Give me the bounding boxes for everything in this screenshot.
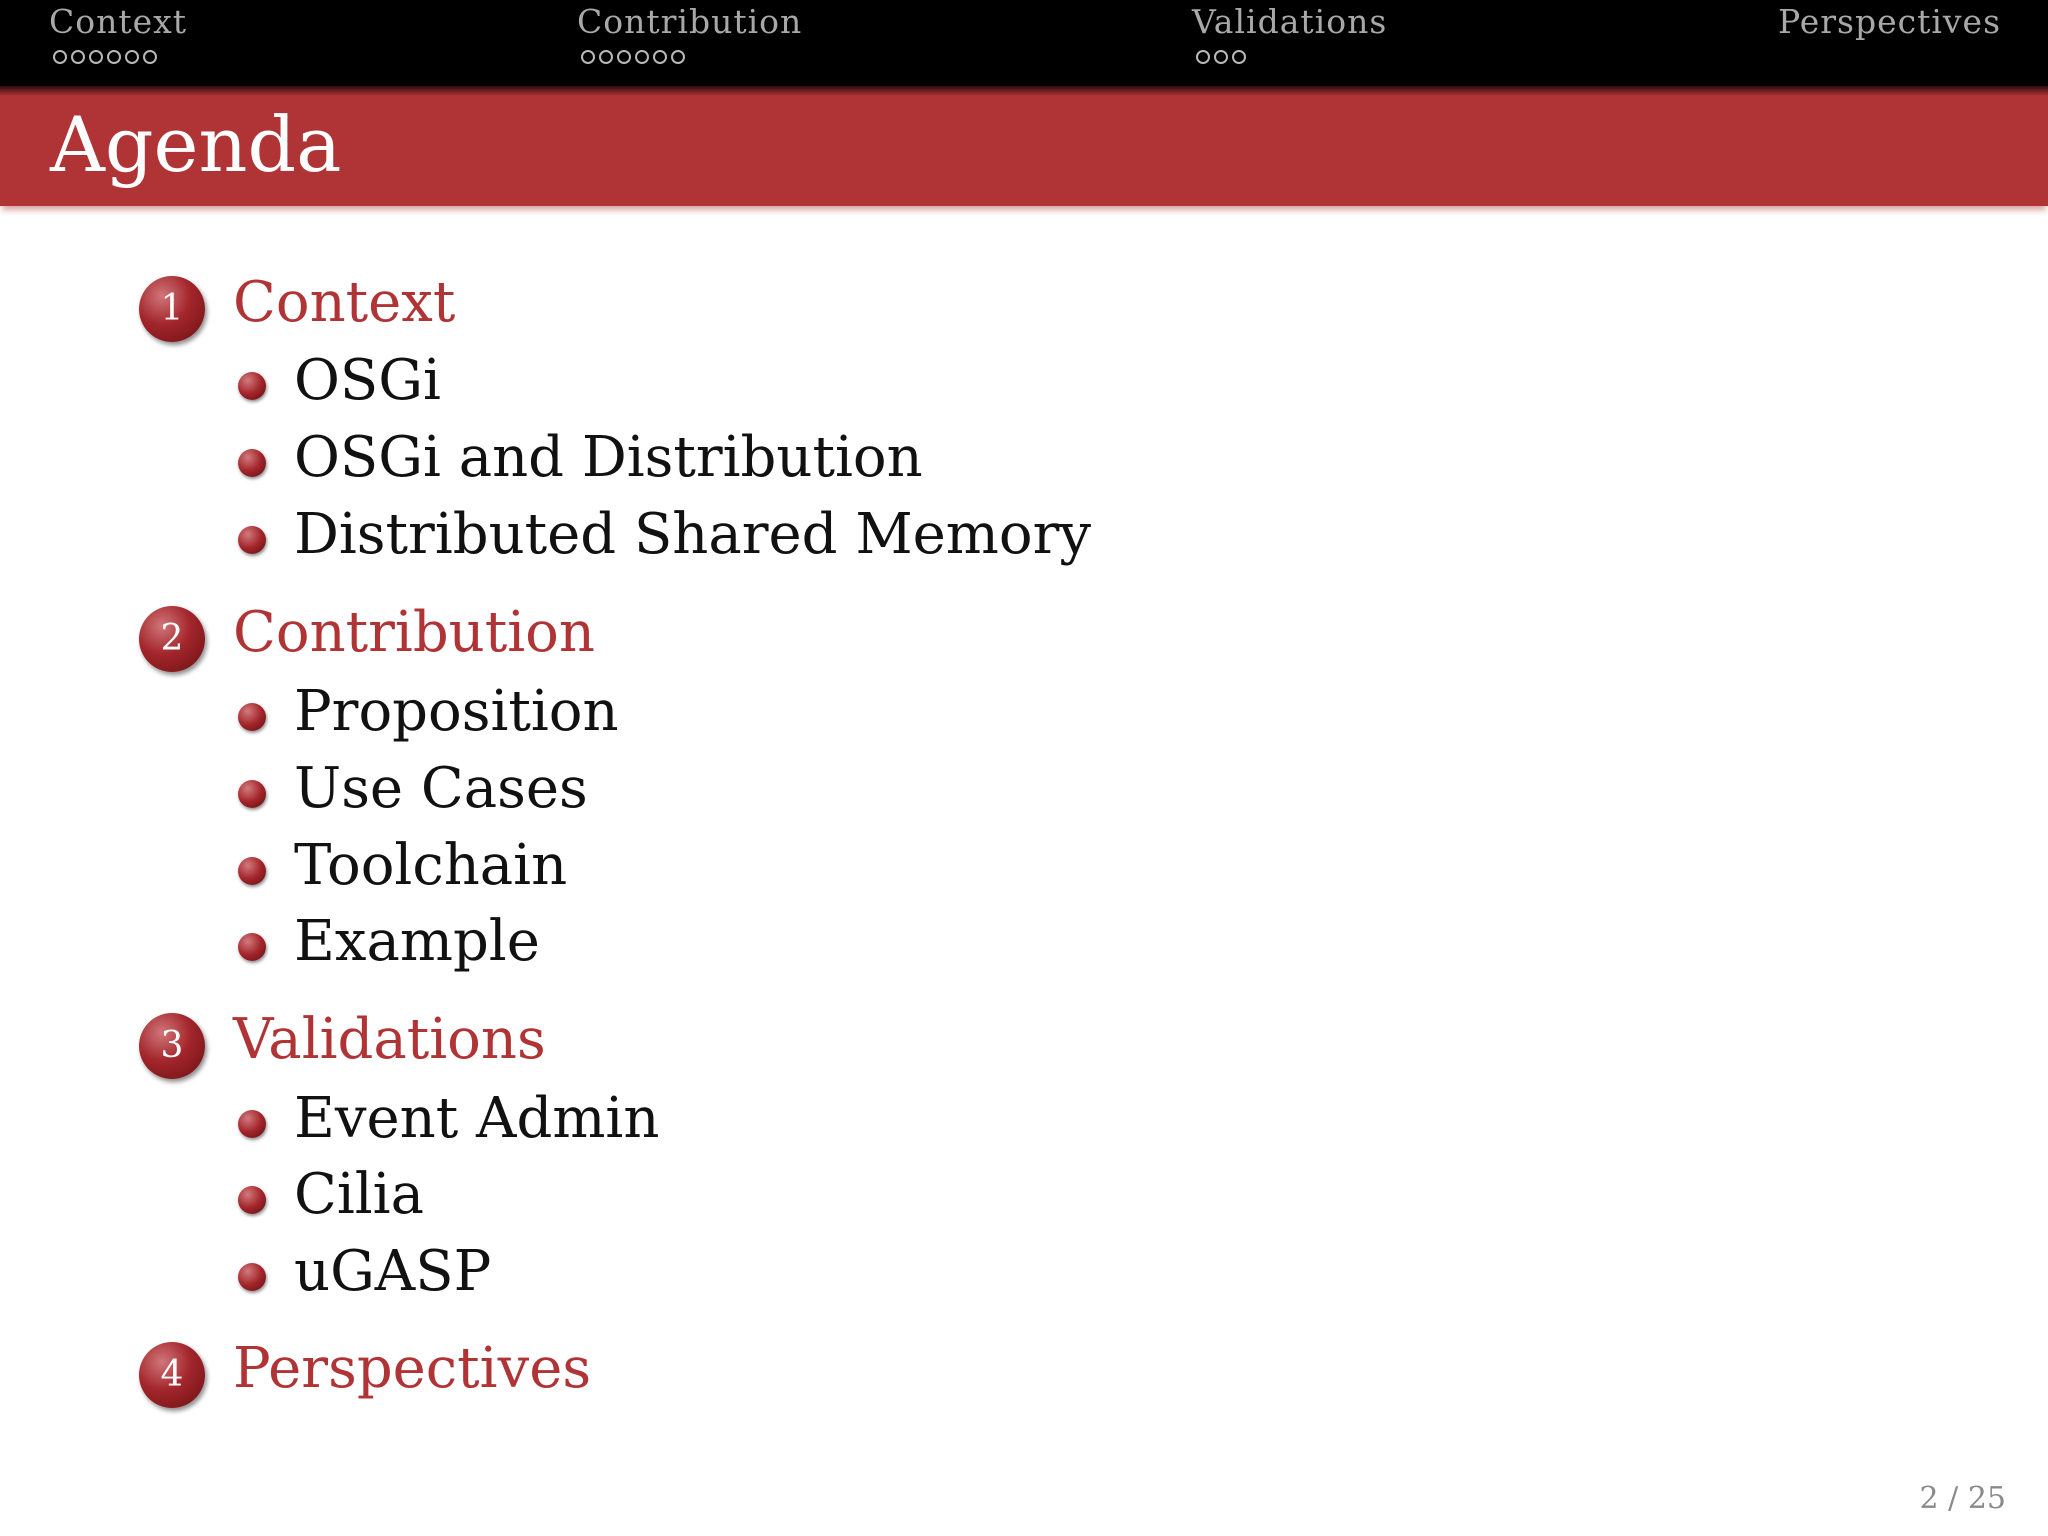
nav-slide-dot[interactable] xyxy=(635,50,649,64)
agenda-item-label[interactable]: uGASP xyxy=(294,1239,492,1304)
agenda-section-label[interactable]: Validations xyxy=(233,1007,546,1072)
agenda-item-label[interactable]: Use Cases xyxy=(294,756,588,821)
nav-slide-dot[interactable] xyxy=(1196,50,1210,64)
nav-slide-dot[interactable] xyxy=(89,50,103,64)
title-bar-shadow xyxy=(0,86,2048,96)
bullet-icon xyxy=(238,449,266,477)
agenda-item-label[interactable]: Cilia xyxy=(294,1162,424,1227)
bullet-icon xyxy=(238,526,266,554)
section-number-badge: 1 xyxy=(139,276,205,342)
nav-section-contribution-label[interactable]: Contribution xyxy=(577,2,803,41)
section-number-badge: 4 xyxy=(139,1342,205,1408)
nav-slide-dot[interactable] xyxy=(53,50,67,64)
page-number: 2 / 25 xyxy=(1919,1481,2006,1516)
nav-slide-dot[interactable] xyxy=(1214,50,1228,64)
bullet-icon xyxy=(238,857,266,885)
nav-slide-dot[interactable] xyxy=(599,50,613,64)
bullet-icon xyxy=(238,1110,266,1138)
title-bar xyxy=(0,86,2048,206)
nav-slide-dot[interactable] xyxy=(617,50,631,64)
agenda-section-label[interactable]: Contribution xyxy=(233,600,595,665)
nav-slide-dot[interactable] xyxy=(143,50,157,64)
nav-section-perspectives-label[interactable]: Perspectives xyxy=(1778,2,2002,41)
nav-section-contribution-slides xyxy=(581,50,685,64)
section-number-badge: 3 xyxy=(139,1013,205,1079)
nav-section-validations-slides xyxy=(1196,50,1246,64)
bullet-icon xyxy=(238,1186,266,1214)
bullet-icon xyxy=(238,372,266,400)
agenda-item-label[interactable]: Example xyxy=(294,909,540,974)
slide-title: Agenda xyxy=(50,100,342,189)
nav-slide-dot[interactable] xyxy=(671,50,685,64)
agenda-item-label[interactable]: Proposition xyxy=(294,679,619,744)
section-number-badge: 2 xyxy=(139,606,205,672)
nav-section-context-label[interactable]: Context xyxy=(49,2,188,41)
nav-slide-dot[interactable] xyxy=(1232,50,1246,64)
agenda-section-label[interactable]: Perspectives xyxy=(233,1336,592,1401)
bullet-icon xyxy=(238,933,266,961)
nav-section-context-slides xyxy=(53,50,157,64)
nav-slide-dot[interactable] xyxy=(653,50,667,64)
nav-slide-dot[interactable] xyxy=(581,50,595,64)
agenda-item-label[interactable]: Toolchain xyxy=(294,833,568,898)
agenda-item-label[interactable]: OSGi and Distribution xyxy=(294,425,923,490)
nav-slide-dot[interactable] xyxy=(107,50,121,64)
agenda-item-label[interactable]: Event Admin xyxy=(294,1086,660,1151)
nav-section-validations-label[interactable]: Validations xyxy=(1192,2,1388,41)
agenda-item-label[interactable]: Distributed Shared Memory xyxy=(294,502,1092,567)
bullet-icon xyxy=(238,703,266,731)
section-navigation-bar xyxy=(0,0,2048,86)
agenda-section-label[interactable]: Context xyxy=(233,270,456,335)
nav-slide-dot[interactable] xyxy=(125,50,139,64)
bullet-icon xyxy=(238,1263,266,1291)
agenda-item-label[interactable]: OSGi xyxy=(294,348,441,413)
nav-slide-dot[interactable] xyxy=(71,50,85,64)
bullet-icon xyxy=(238,780,266,808)
